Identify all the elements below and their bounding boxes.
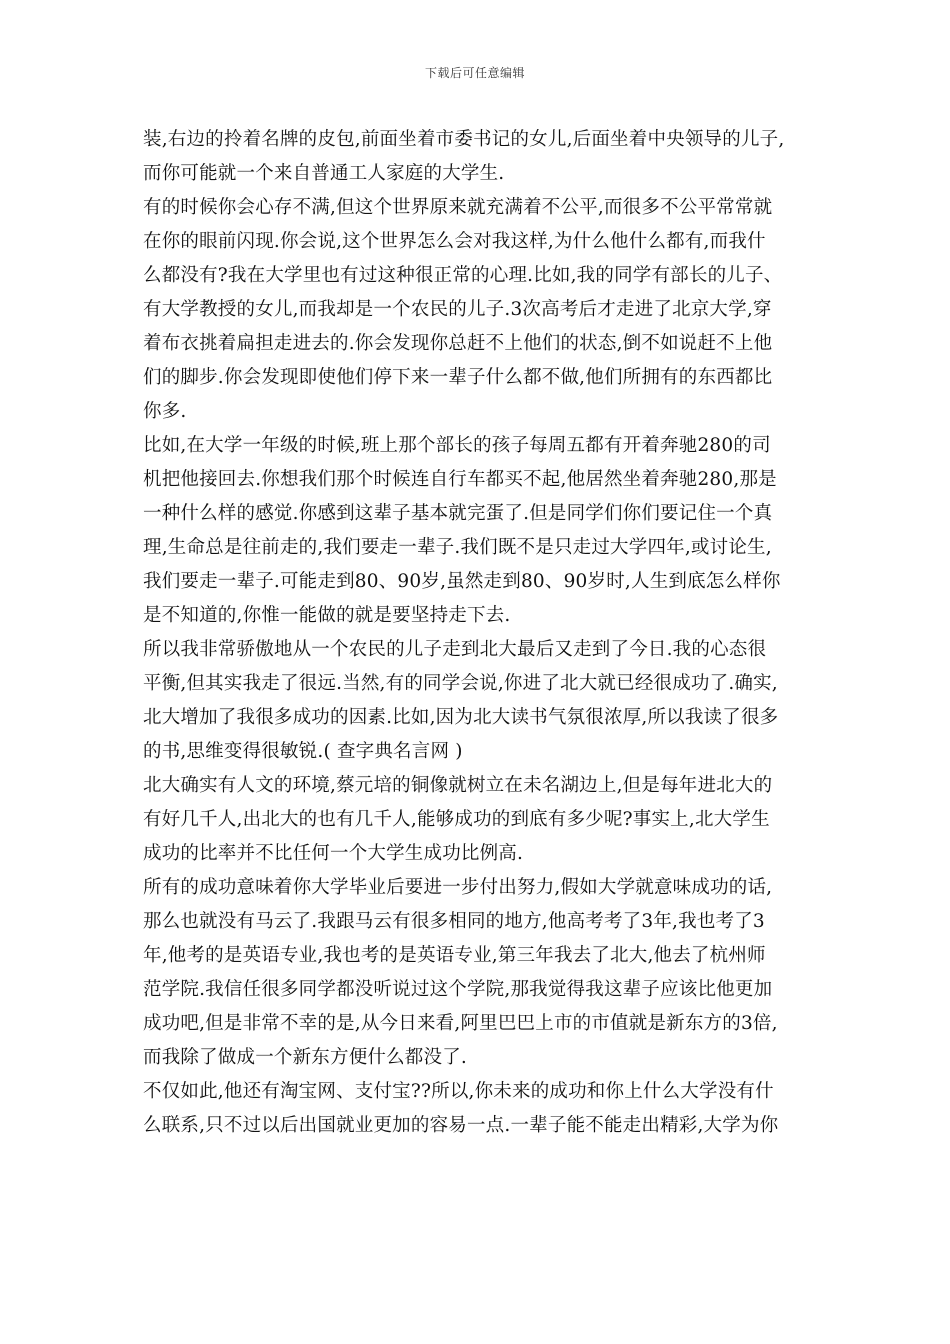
text-line: 么联系,只不过以后出国就业更加的容易一点.一辈子能不能走出精彩,大学为你 bbox=[143, 1115, 779, 1136]
text-line: 而你可能就一个来自普通工人家庭的大学生. bbox=[143, 163, 505, 184]
page-header: 下载后可任意编辑 bbox=[424, 66, 525, 80]
text-line: 是不知道的,你惟一能做的就是要坚持走下去. bbox=[143, 605, 511, 626]
text-line: 那么也就没有马云了.我跟马云有很多相同的地方,他高考考了3年,我也考了3 bbox=[143, 911, 765, 932]
text-line: 所以我非常骄傲地从一个农民的儿子走到北大最后又走到了今日.我的心态很 bbox=[143, 639, 767, 660]
text-line: 有的时候你会心存不满,但这个世界原来就充满着不公平,而很多不公平常常就 bbox=[143, 197, 773, 218]
text-line: 着布衣挑着扁担走进去的.你会发现你总赶不上他们的状态,倒不如说赶不上他 bbox=[143, 333, 773, 354]
text-line: 理,生命总是往前走的,我们要走一辈子.我们既不是只走过大学四年,或讨论生, bbox=[143, 537, 772, 558]
text-line: 而我除了做成一个新东方便什么都没了. bbox=[143, 1047, 467, 1068]
text-line: 装,右边的拎着名牌的皮包,前面坐着市委书记的女儿,后面坐着中央领导的儿子, bbox=[143, 129, 785, 150]
text-line: 所有的成功意味着你大学毕业后要进一步付出努力,假如大学就意味成功的话, bbox=[143, 877, 773, 898]
text-line: 一种什么样的感觉.你感到这辈子基本就完蛋了.但是同学们你们要记住一个真 bbox=[143, 503, 773, 524]
text-line: 不仅如此,他还有淘宝网、支付宝??所以,你未来的成功和你上什么大学没有什 bbox=[143, 1081, 774, 1102]
text-line: 么都没有?我在大学里也有过这种很正常的心理.比如,我的同学有部长的儿子、 bbox=[143, 265, 783, 286]
text-line: 北大增加了我很多成功的因素.比如,因为北大读书气氛很浓厚,所以我读了很多 bbox=[143, 707, 779, 728]
document-body bbox=[143, 123, 809, 1143]
text-line: 的书,思维变得很敏锐.( 查字典名言网 ) bbox=[143, 741, 463, 762]
text-line: 在你的眼前闪现.你会说,这个世界怎么会对我这样,为什么他什么都有,而我什 bbox=[143, 231, 766, 252]
text-line: 成功吧,但是非常不幸的是,从今日来看,阿里巴巴上市的市值就是新东方的3倍, bbox=[143, 1013, 778, 1034]
text-line: 我们要走一辈子.可能走到80、90岁,虽然走到80、90岁时,人生到底怎么样你 bbox=[143, 571, 781, 592]
text-line: 成功的比率并不比任何一个大学生成功比例高. bbox=[143, 843, 524, 864]
text-line: 们的脚步.你会发现即使他们停下来一辈子什么都不做,他们所拥有的东西都比 bbox=[143, 367, 773, 388]
text-line: 范学院.我信任很多同学都没听说过这个学院,那我觉得我这辈子应该比他更加 bbox=[143, 979, 773, 1000]
text-line: 北大确实有人文的环境,蔡元培的铜像就树立在未名湖边上,但是每年进北大的 bbox=[143, 775, 773, 796]
text-line: 你多. bbox=[143, 401, 187, 422]
text-line: 年,他考的是英语专业,我也考的是英语专业,第三年我去了北大,他去了杭州师 bbox=[143, 945, 766, 966]
text-line: 机把他接回去.你想我们那个时候连自行车都买不起,他居然坐着奔驰280,那是 bbox=[143, 469, 777, 490]
text-line: 平衡,但其实我走了很远.当然,有的同学会说,你进了北大就已经很成功了.确实, bbox=[143, 673, 778, 694]
text-line: 有好几千人,出北大的也有几千人,能够成功的到底有多少呢?事实上,北大学生 bbox=[143, 809, 770, 830]
text-line: 比如,在大学一年级的时候,班上那个部长的孩子每周五都有开着奔驰280的司 bbox=[143, 435, 771, 456]
text-line: 有大学教授的女儿,而我却是一个农民的儿子.3次高考后才走进了北京大学,穿 bbox=[143, 299, 772, 320]
